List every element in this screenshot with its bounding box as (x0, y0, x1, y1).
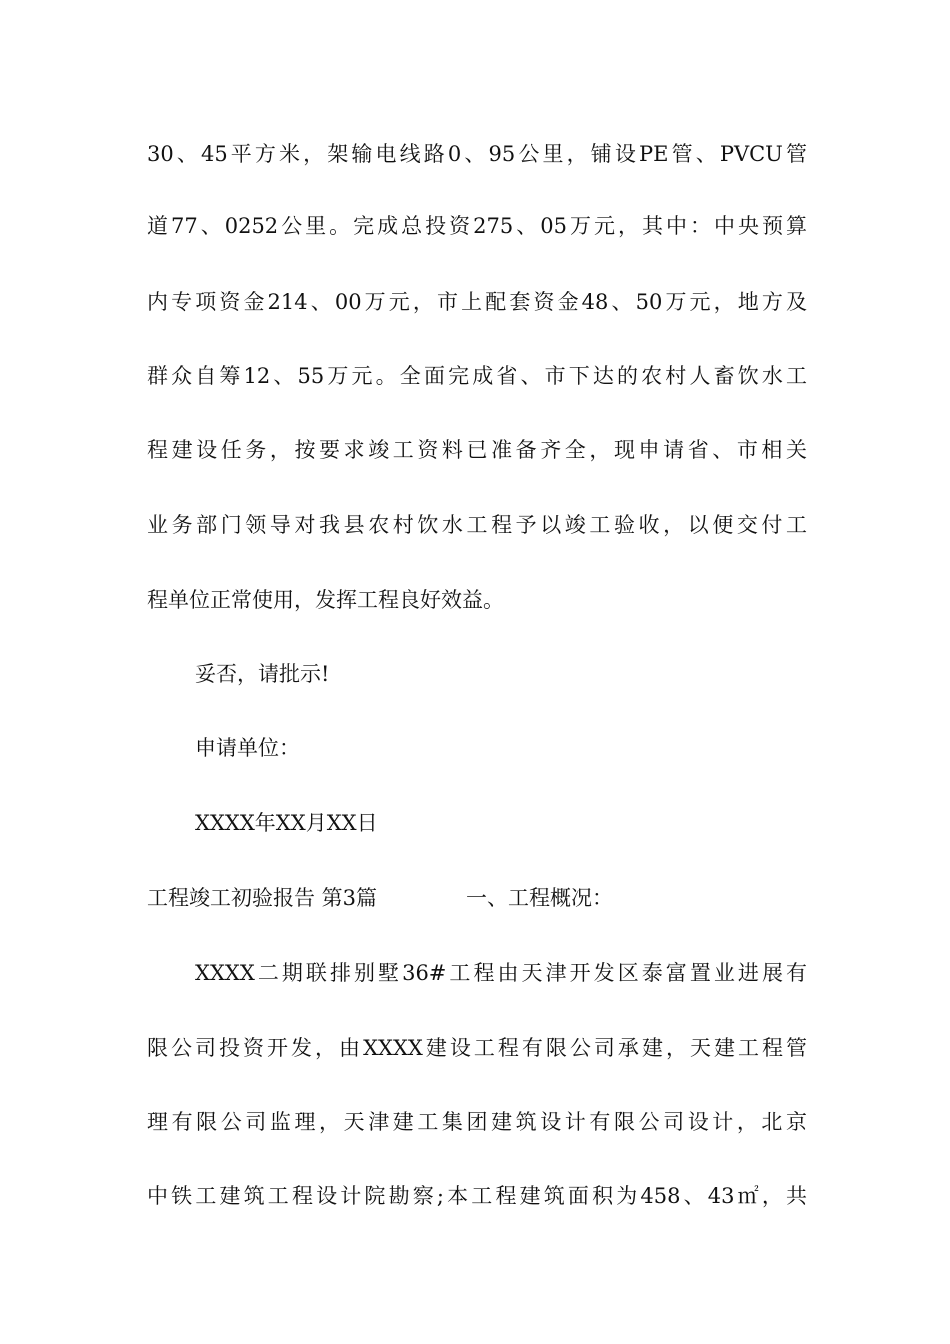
paragraph-line: 中铁工建筑工程设计院勘察;本工程建筑面积为458、43㎡，共 (147, 1184, 807, 1208)
paragraph-line: 程单位正常使用，发挥工程良好效益。 (147, 588, 504, 612)
section-subtitle: 一、工程概况： (466, 886, 613, 910)
closing-request: 妥否，请批示! (195, 662, 330, 686)
paragraph-line: 内专项资金214、00万元，市上配套资金48、50万元，地方及 (147, 290, 807, 314)
paragraph-line: 业务部门领导对我县农村饮水工程予以竣工验收，以便交付工 (147, 513, 807, 537)
paragraph-line: 理有限公司监理，天津建工集团建筑设计有限公司设计，北京 (147, 1110, 807, 1134)
paragraph-line: 限公司投资开发，由XXXX建设工程有限公司承建，天建工程管 (147, 1036, 807, 1060)
paragraph-line: 群众自筹12、55万元。全面完成省、市下达的农村人畜饮水工 (147, 364, 807, 388)
date-line: XXXX年XX月XX日 (195, 811, 378, 835)
paragraph-line: 道77、0252公里。完成总投资275、05万元，其中：中央预算 (147, 214, 807, 238)
paragraph-line: XXXX二期联排别墅36#工程由天津开发区泰富置业进展有 (195, 961, 807, 985)
paragraph-line: 30、45平方米，架输电线路0、95公里，铺设PE管、PVCU管 (147, 142, 807, 166)
section-title: 工程竣工初验报告 第3篇 (147, 886, 378, 910)
paragraph-line: 程建设任务，按要求竣工资料已准备齐全，现申请省、市相关 (147, 438, 807, 462)
applicant-label: 申请单位： (195, 736, 300, 760)
